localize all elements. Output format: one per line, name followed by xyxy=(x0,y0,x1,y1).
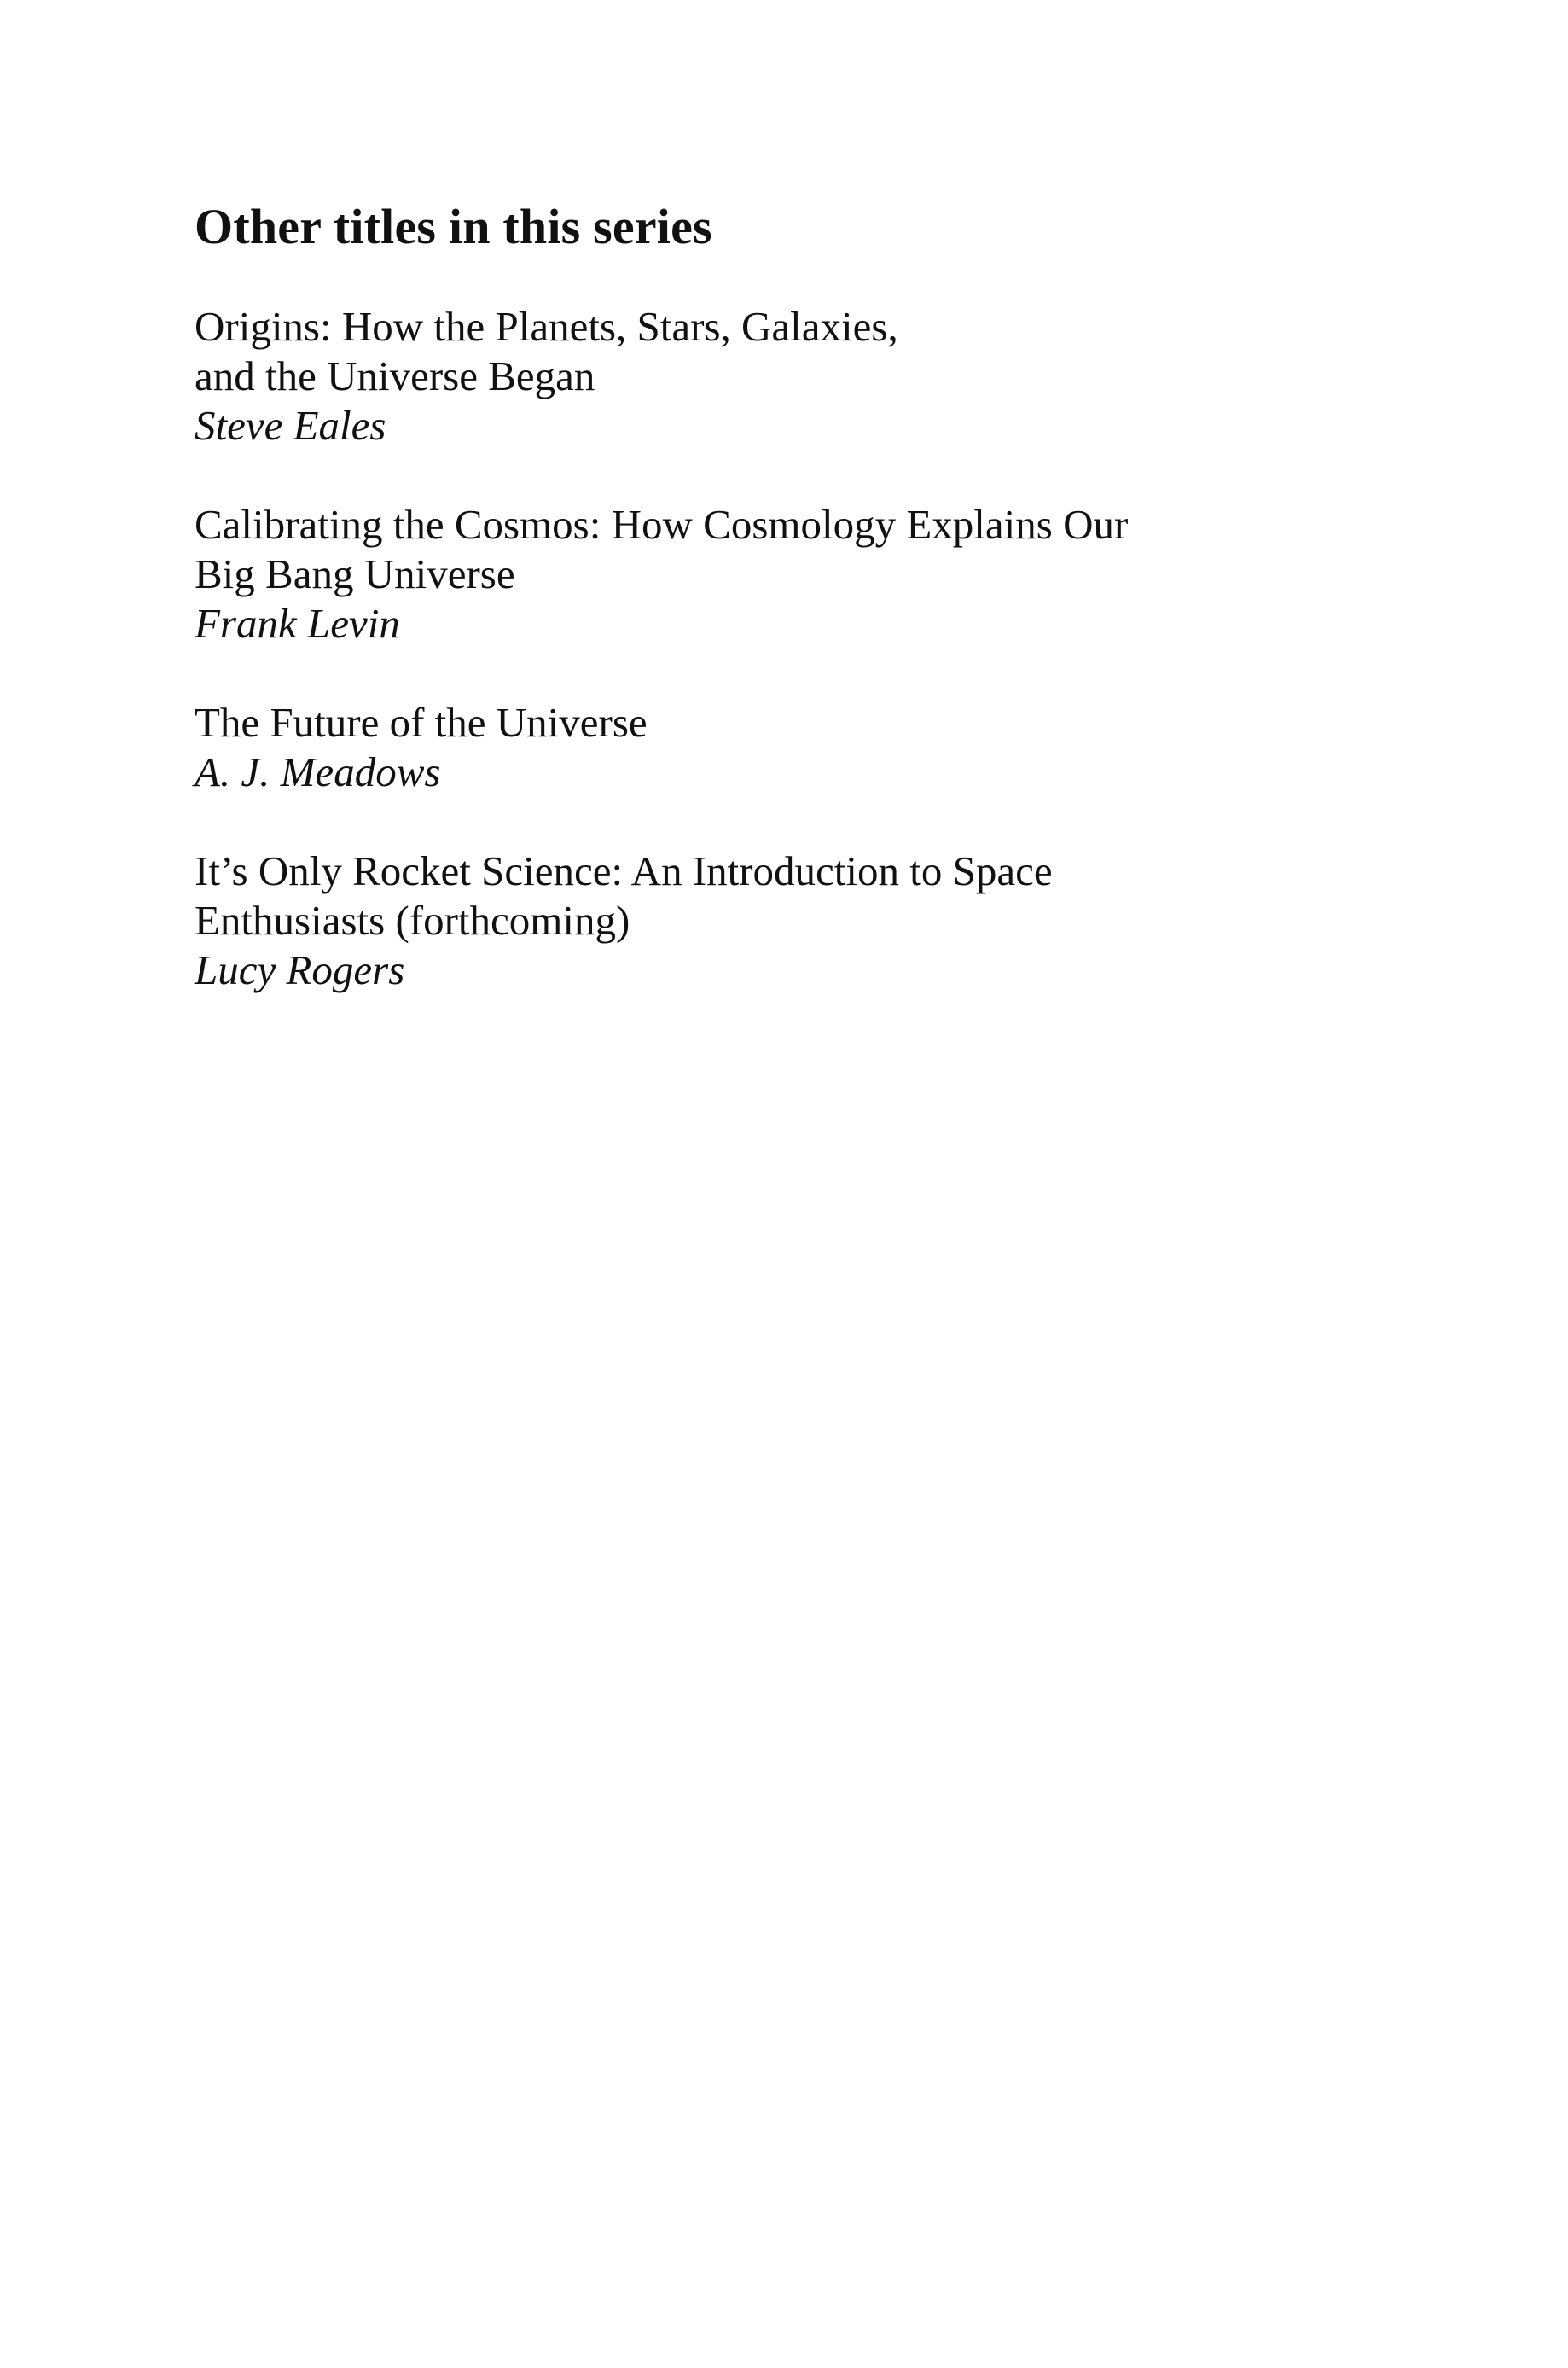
book-author: Steve Eales xyxy=(195,402,386,449)
series-list-section xyxy=(195,196,1406,1044)
book-author: Lucy Rogers xyxy=(195,946,405,993)
book-entry-2 xyxy=(195,500,1406,649)
book-title xyxy=(195,500,1406,599)
page-title: Other titles in this series xyxy=(195,199,712,254)
book-author: A. J. Meadows xyxy=(195,748,441,795)
book-title-line: Origins: How the Planets, Stars, Galaxies, xyxy=(195,303,898,350)
book-title xyxy=(195,302,1406,401)
book-author: Frank Levin xyxy=(195,600,400,647)
book-entry-3 xyxy=(195,698,1406,797)
book-entry-4 xyxy=(195,847,1406,995)
book-title-line: Enthusiasts (forthcoming) xyxy=(195,897,630,944)
book-title-line: Calibrating the Cosmos: How Cosmology Explains Our xyxy=(195,501,1129,548)
book-title-line: The Future of the Universe xyxy=(195,699,648,746)
book-title-line: Big Bang Universe xyxy=(195,550,515,597)
book-title-line: and the Universe Began xyxy=(195,352,595,399)
book-title xyxy=(195,698,1406,748)
book-title-line: It’s Only Rocket Science: An Introduction to Space xyxy=(195,847,1053,894)
book-title xyxy=(195,847,1406,945)
book-entry-1 xyxy=(195,302,1406,451)
